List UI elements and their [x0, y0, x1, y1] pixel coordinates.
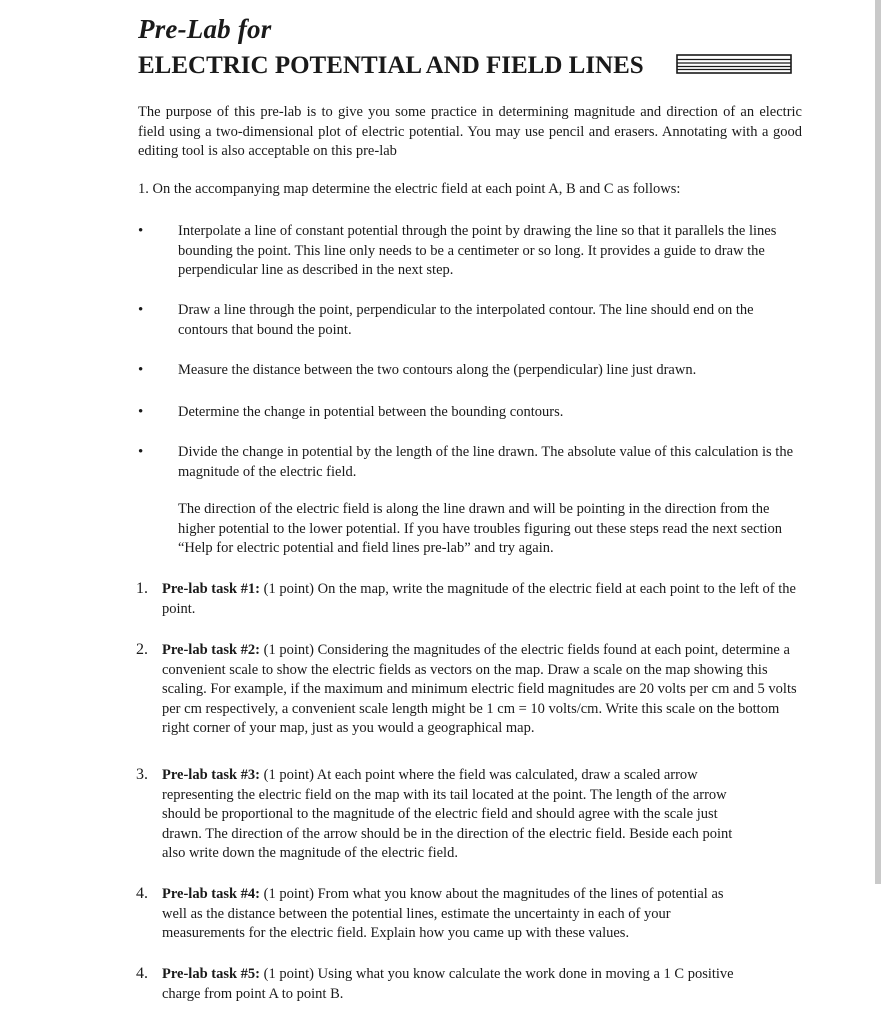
bullet-dot: •: [138, 302, 144, 318]
bullet-dot: •: [138, 362, 144, 378]
task-text: (1 point) Considering the magnitudes of the electric fields found at each point, determine a convenient scale to show the electric fields as vectors on the map. Draw a scale on the map showing this scaling. For example, if the maximum and minimum electric field magnitudes are 20 volts per cm and 5 volts per cm respectively, a convenient scale length might be 1 cm = 10 volts/cm. Write this scale on the bottom right corner of your map, just as you would a geographical map.: [162, 642, 797, 736]
vertical-scrollbar[interactable]: [875, 0, 881, 884]
bullet-dot: •: [138, 444, 144, 460]
task-label: Pre-lab task #3:: [162, 767, 261, 783]
task-number: 4.: [136, 965, 148, 982]
bullet-text: Draw a line through the point, perpendicular to the interpolated contour. The line should end on the contours that bound the point.: [178, 302, 754, 338]
task-label: Pre-lab task #1:: [162, 581, 261, 597]
intro-step: 1. On the accompanying map determine the electric field at each point A, B and C as follows:: [138, 181, 681, 197]
task-text: (1 point) On the map, write the magnitude of the electric field at each point to the left of the point.: [162, 581, 796, 617]
bullet-text: Determine the change in potential between the bounding contours.: [178, 404, 564, 420]
task-label: Pre-lab task #5:: [162, 966, 261, 982]
bullet-text: Measure the distance between the two contours along the (perpendicular) line just drawn.: [178, 362, 697, 378]
task-number: 2.: [136, 641, 148, 658]
direction-note: The direction of the electric field is along the line drawn and will be pointing in the direction from the higher potential to the lower potential. If you have troubles figuring out these steps read the next section “Help for electric potential and field lines pre-lab” and try again.: [178, 501, 783, 556]
task-text: (1 point) From what you know about the magnitudes of the lines of potential as well as the distance between the potential lines, estimate the uncertainty in each of your measurements for the electric field. Explain how you came up with these values.: [162, 886, 724, 941]
task-number: 1.: [136, 580, 148, 597]
task-text: (1 point) Using what you know calculate the work done in moving a 1 C positive charge from point A to point B.: [162, 966, 734, 1002]
task-text: (1 point) At each point where the field was calculated, draw a scaled arrow representing the electric field on the map with its tail located at the point. The length of the arrow should be proportional to the magnitude of the electric field and should agree with the scale just drawn. The direction of the arrow should be in the direction of the electric field. Beside each point also write down the magnitude of the electric field.: [162, 767, 733, 861]
bullet-dot: •: [138, 404, 144, 420]
task-number: 4.: [136, 885, 148, 902]
purpose-paragraph: The purpose of this pre-lab is to give you some practice in determining magnitude and direction of an electric field using a two-dimensional plot of electric potential. You may use pencil and erasers. Annotating with a good editing tool is also acceptable on this pre-lab: [138, 104, 802, 159]
title-main: ELECTRIC POTENTIAL AND FIELD LINES: [138, 52, 644, 79]
task-label: Pre-lab task #2:: [162, 642, 261, 658]
task-label: Pre-lab task #4:: [162, 886, 261, 902]
title-prelab: Pre-Lab for: [138, 14, 272, 44]
bullet-text: Divide the change in potential by the length of the line drawn. The absolute value of this calculation is the magnitude of the electric field.: [178, 444, 794, 480]
bullet-text: Interpolate a line of constant potential through the point by drawing the line so that it parallels the lines bounding the point. This line only needs to be a centimeter or so long. It provides a guide to draw the perpendicular line as described in the next step.: [178, 223, 777, 278]
bullet-dot: •: [138, 223, 144, 239]
title-rule-decoration: [676, 54, 792, 74]
task-number: 3.: [136, 766, 148, 783]
